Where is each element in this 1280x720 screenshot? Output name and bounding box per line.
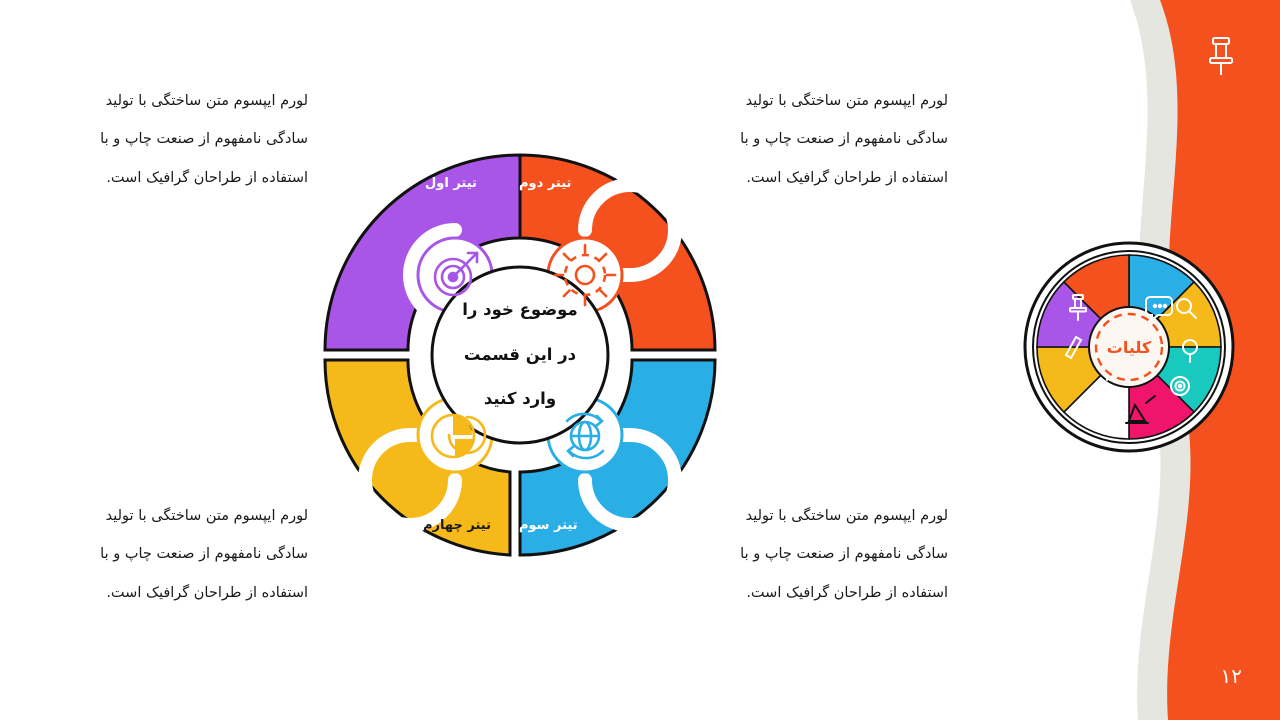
pin-icon <box>1204 34 1238 78</box>
segment-label-3: تیتر سوم <box>519 518 578 533</box>
cycle-diagram <box>305 135 735 575</box>
mini-wheel-hub <box>1089 307 1169 387</box>
center-line-3: وارد کنید <box>483 389 557 409</box>
mini-wheel-widget[interactable] <box>1022 240 1236 454</box>
page-number: ۱۲ <box>1220 664 1242 688</box>
segment-label-1: تیتر اول <box>425 176 477 191</box>
segment-label-4: تیتر چهارم <box>423 518 491 533</box>
mini-wheel-label: کلیات <box>1106 337 1152 357</box>
paragraph-top-right: لورم ایپسوم متن ساختگی با تولید سادگی نامفهوم از صنعت چاپ و با استفاده از طراحان گرافیک است. <box>740 93 948 186</box>
paragraph-top-left: لورم ایپسوم متن ساختگی با تولید سادگی نامفهوم از صنعت چاپ و با استفاده از طراحان گرافیک است. <box>100 93 308 186</box>
center-line-2: در این قسمت <box>463 344 577 364</box>
paragraph-bottom-left: لورم ایپسوم متن ساختگی با تولید سادگی نامفهوم از صنعت چاپ و با استفاده از طراحان گرافیک است. <box>100 508 308 601</box>
paragraph-bottom-right: لورم ایپسوم متن ساختگی با تولید سادگی نامفهوم از صنعت چاپ و با استفاده از طراحان گرافیک است. <box>740 508 948 601</box>
center-line-1: موضوع خود را <box>462 300 578 320</box>
segment-label-2: تیتر دوم <box>519 176 572 191</box>
